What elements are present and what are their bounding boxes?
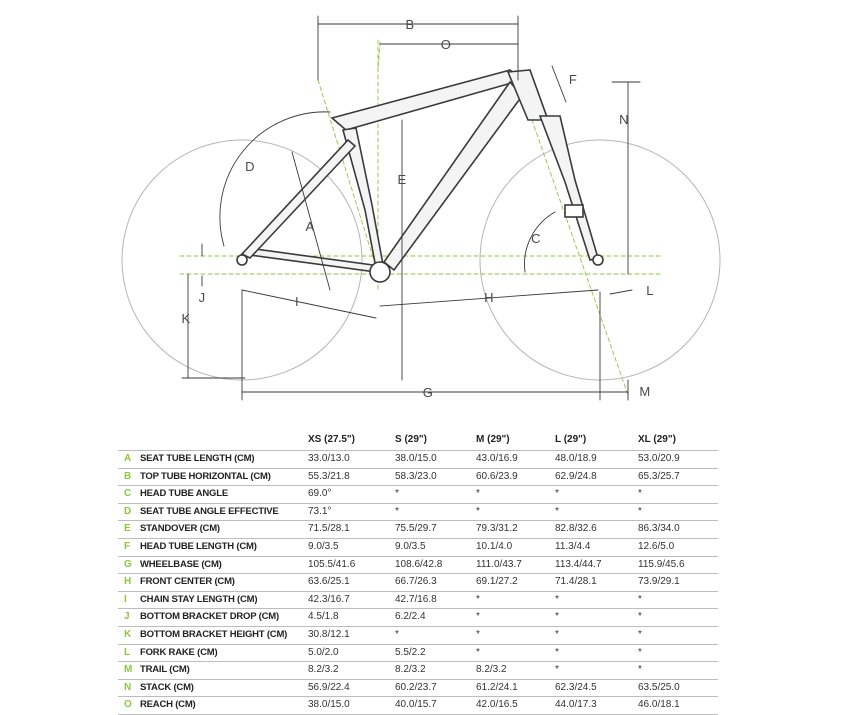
row-label: HEAD TUBE LENGTH (CM) [140,540,257,552]
table-row [118,679,718,697]
row-label: STANDOVER (CM) [140,523,220,535]
table-cell: 42.3/16.7 [308,593,350,605]
table-cell: * [638,628,642,640]
table-row [118,556,718,574]
table-cell: 10.1/4.0 [476,540,513,552]
table-cell: * [395,488,399,500]
table-cell: * [638,646,642,658]
table-cell: 44.0/17.3 [555,699,597,711]
table-cell: 105.5/41.6 [308,558,356,570]
table-row [118,520,718,538]
table-cell: * [638,488,642,500]
table-header-row [118,432,718,450]
dim-label-c: C [531,231,541,246]
row-letter: O [124,699,132,711]
table-cell: * [638,611,642,623]
dim-label-d: D [245,159,255,174]
table-row [118,608,718,626]
table-cell: 56.9/22.4 [308,681,350,693]
table-cell: 58.3/23.0 [395,470,437,482]
table-cell: 62.9/24.8 [555,470,597,482]
column-header-l: L (29") [555,434,587,445]
row-letter: H [124,576,132,588]
table-cell: 66.7/26.3 [395,576,437,588]
table-cell: 65.3/25.7 [638,470,680,482]
row-label: CHAIN STAY LENGTH (CM) [140,593,258,605]
dim-label-i: I [295,294,299,309]
table-cell: * [555,593,559,605]
table-cell: 86.3/34.0 [638,523,680,535]
table-cell: 43.0/16.9 [476,453,518,464]
row-letter: N [124,681,132,693]
row-label: REACH (CM) [140,699,196,711]
table-cell: 42.7/16.8 [395,593,437,605]
column-header-s: S (29") [395,434,427,445]
table-cell: 5.0/2.0 [308,646,339,658]
table-row [118,626,718,644]
table-cell: 8.2/3.2 [395,664,426,676]
table-cell: 60.2/23.7 [395,681,437,693]
row-label: TOP TUBE HORIZONTAL (CM) [140,470,271,482]
table-cell: * [555,664,559,676]
table-cell: * [476,628,480,640]
table-cell: 69.1/27.2 [476,576,518,588]
dim-label-b: B [405,17,415,32]
dim-label-n: N [619,112,629,127]
row-letter: I [124,593,127,605]
table-cell: * [476,593,480,605]
row-label: FRONT CENTER (CM) [140,576,235,588]
table-cell: 46.0/18.1 [638,699,680,711]
table-cell: 8.2/3.2 [308,664,339,676]
table-row [118,468,718,486]
row-label: HEAD TUBE ANGLE [140,488,228,500]
table-cell: 71.5/28.1 [308,523,350,535]
table-cell: 60.6/23.9 [476,470,518,482]
row-letter: E [124,523,131,535]
table-cell: 71.4/28.1 [555,576,597,588]
table-cell: * [476,611,480,623]
table-cell: 11.3/4.4 [555,540,591,552]
table-cell: * [476,505,480,517]
table-cell: 73.9/29.1 [638,576,680,588]
table-row [118,503,718,521]
table-cell: * [555,628,559,640]
row-letter: A [124,453,132,464]
table-cell: 5.5/2.2 [395,646,426,658]
row-letter: L [124,646,131,658]
row-letter: G [124,558,132,570]
table-row [118,450,718,468]
table-cell: 63.6/25.1 [308,576,350,588]
row-letter: D [124,505,132,517]
dim-label-h: H [484,290,494,305]
dim-label-k: K [181,311,191,326]
row-letter: K [124,628,132,640]
table-cell: * [638,664,642,676]
table-cell: * [555,505,559,517]
table-cell: 53.0/20.9 [638,453,680,464]
table-cell: 8.2/3.2 [476,664,507,676]
table-cell: 73.1° [308,505,332,517]
table-cell: 40.0/15.7 [395,699,437,711]
bike-frame [237,70,603,282]
table-row [118,591,718,609]
table-cell: * [555,488,559,500]
table-cell: * [555,611,559,623]
column-header-xl: XL (29") [638,434,676,445]
dim-label-m: M [639,384,651,399]
table-cell: 48.0/18.9 [555,453,597,464]
table-cell: * [555,646,559,658]
row-letter: F [124,540,131,552]
table-cell: 113.4/44.7 [555,558,602,570]
row-label: SEAT TUBE ANGLE EFFECTIVE [140,505,279,517]
row-label: BOTTOM BRACKET HEIGHT (CM) [140,628,288,640]
table-cell: 30.8/12.1 [308,628,350,640]
table-cell: 12.6/5.0 [638,540,675,552]
table-row [118,573,718,591]
row-letter: J [124,611,130,623]
table-cell: 108.6/42.8 [395,558,443,570]
table-row [118,538,718,556]
table-cell: 69.0° [308,488,332,500]
row-label: WHEELBASE (CM) [140,558,222,570]
table-cell: 38.0/15.0 [308,699,350,711]
table-cell: 62.3/24.5 [555,681,597,693]
table-cell: 63.5/25.0 [638,681,680,693]
table-cell: 38.0/15.0 [395,453,437,464]
table-row [118,661,718,679]
row-letter: C [124,488,132,500]
table-cell: 61.2/24.1 [476,681,518,693]
row-letter: M [124,664,133,676]
table-cell: * [476,646,480,658]
table-cell: 55.3/21.8 [308,470,350,482]
column-header-xs: XS (27.5") [308,434,355,445]
dim-label-l: L [646,283,654,298]
table-cell: 79.3/31.2 [476,523,518,535]
table-cell: 9.0/3.5 [308,540,339,552]
table-cell: 42.0/16.5 [476,699,518,711]
dim-label-a: A [305,219,315,234]
row-label: SEAT TUBE LENGTH (CM) [140,453,255,464]
table-cell: 9.0/3.5 [395,540,426,552]
geometry-table [118,432,718,715]
dim-label-o: O [440,37,452,52]
table-row [118,485,718,503]
table-row [118,696,718,715]
table-cell: * [395,505,399,517]
table-cell: * [476,488,480,500]
table-cell: 75.5/29.7 [395,523,437,535]
table-cell: * [395,628,399,640]
table-cell: * [638,593,642,605]
table-cell: 111.0/43.7 [476,558,522,570]
row-letter: B [124,470,132,482]
table-cell: 6.2/2.4 [395,611,426,623]
dim-label-g: G [422,385,434,400]
table-cell: 33.0/13.0 [308,453,350,464]
table-cell: 115.9/45.6 [638,558,685,570]
row-label: TRAIL (CM) [140,664,190,676]
table-cell: 4.5/1.8 [308,611,339,623]
table-cell: 82.8/32.6 [555,523,597,535]
row-label: STACK (CM) [140,681,194,693]
row-label: BOTTOM BRACKET DROP (CM) [140,611,279,623]
column-header-m: M (29") [476,434,510,445]
row-label: FORK RAKE (CM) [140,646,218,658]
dim-label-j: J [198,290,206,305]
dim-label-f: F [568,72,578,87]
dim-label-e: E [397,172,407,187]
table-row [118,644,718,662]
table-cell: * [638,505,642,517]
